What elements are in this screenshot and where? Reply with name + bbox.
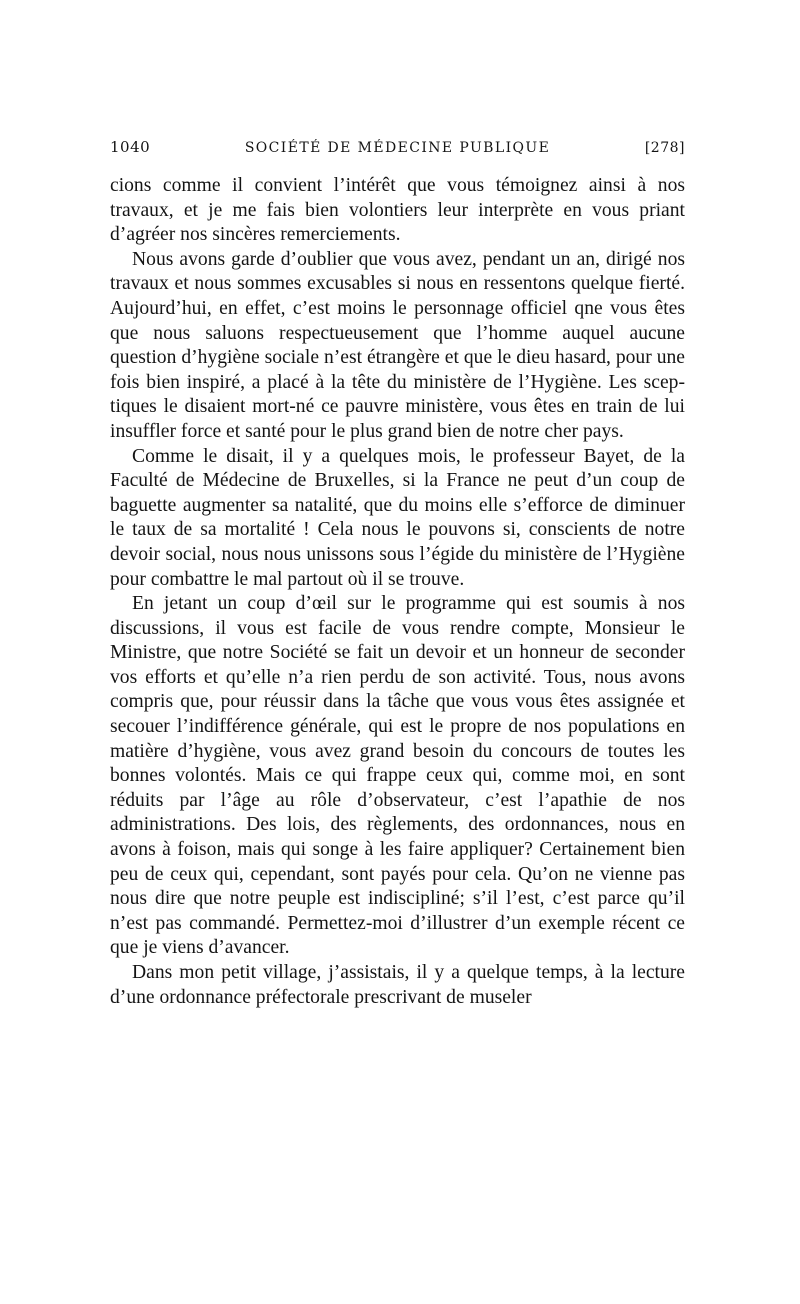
paragraph: Nous avons garde d’oublier que vous avez, pendant un an, dirigé nos travaux et nous sommes excusables si nous en ressentons quelque fierté. Aujourd’hui, en effet, c’est moins le personnage officiel qne vous êtes que nous saluons respectueusement que l’homme auquel aucune question d’hygiène sociale n’est étrangère et que le dieu hasard, pour une fois bien inspiré, a placé à la tête du ministère de l’Hygiène. Les sceptiques le disaient mort-né ce pauvre ministère, vous êtes en train de lui insuffler force et santé pour le plus grand bien de notre cher pays. — [110, 248, 685, 442]
page-number: 1040 — [110, 138, 151, 156]
running-title: SOCIÉTÉ DE MÉDECINE PUBLIQUE — [244, 140, 551, 156]
body-text — [110, 174, 685, 1010]
running-header — [110, 138, 685, 162]
paragraph: Comme le disait, il y a quelques mois, le professeur Bayet, de la Faculté de Médecine de Bruxelles, si la France ne peut d’un coup de baguette augmenter sa natalité, que du moins elle s’efforce de diminuer le taux de sa mortalité ! Cela nous le pouvons si, conscients de notre devoir social, nous nous unissons sous l’égide du ministère de l’Hygiène pour combattre le mal partout où il se trouve. — [110, 445, 685, 590]
paragraph: cions comme il convient l’intérêt que vous témoignez ainsi à nos travaux, et je me fais bien volontiers leur interprète en vous priant d’agréer nos sincères remerciements. — [110, 175, 685, 246]
paragraph: Dans mon petit village, j’assistais, il y a quelque temps, à la lecture d’une ordonnance préfectorale prescrivant de museler — [110, 962, 685, 1008]
folio-reference: [278] — [644, 140, 685, 156]
paragraph: En jetant un coup d’œil sur le programme qui est soumis à nos discussions, il vous est facile de vous rendre compte, Monsieur le Ministre, que notre Société se fait un devoir et un honneur de seconder vos efforts et qu’elle n’a rien perdu de son activité. Tous, nous avons compris que, pour réussir dans la tâche que vous vous êtes assignée et secouer l’indifférence générale, qui est le propre de nos populations en matière d’hygiène, vous avez grand besoin du concours de toutes les bonnes volontés. Mais ce qui frappe ceux qui, comme moi, en sont réduits par l’âge au rôle d’observateur, c’est l’apathie de nos administrations. Des lois, des règlements, des ordonnances, nous en avons à foison, mais qui songe à les faire appliquer? Certainement bien peu de ceux qui, cependant, sont payés pour cela. Qu’on ne vienne pas nous dire que notre peuple est indiscipliné; s’il l’est, c’est parce qu’il n’est pas commandé. Permettez-moi d’illustrer d’un exemple récent ce que je viens d’avancer. — [110, 593, 685, 959]
document-page — [110, 138, 685, 1010]
